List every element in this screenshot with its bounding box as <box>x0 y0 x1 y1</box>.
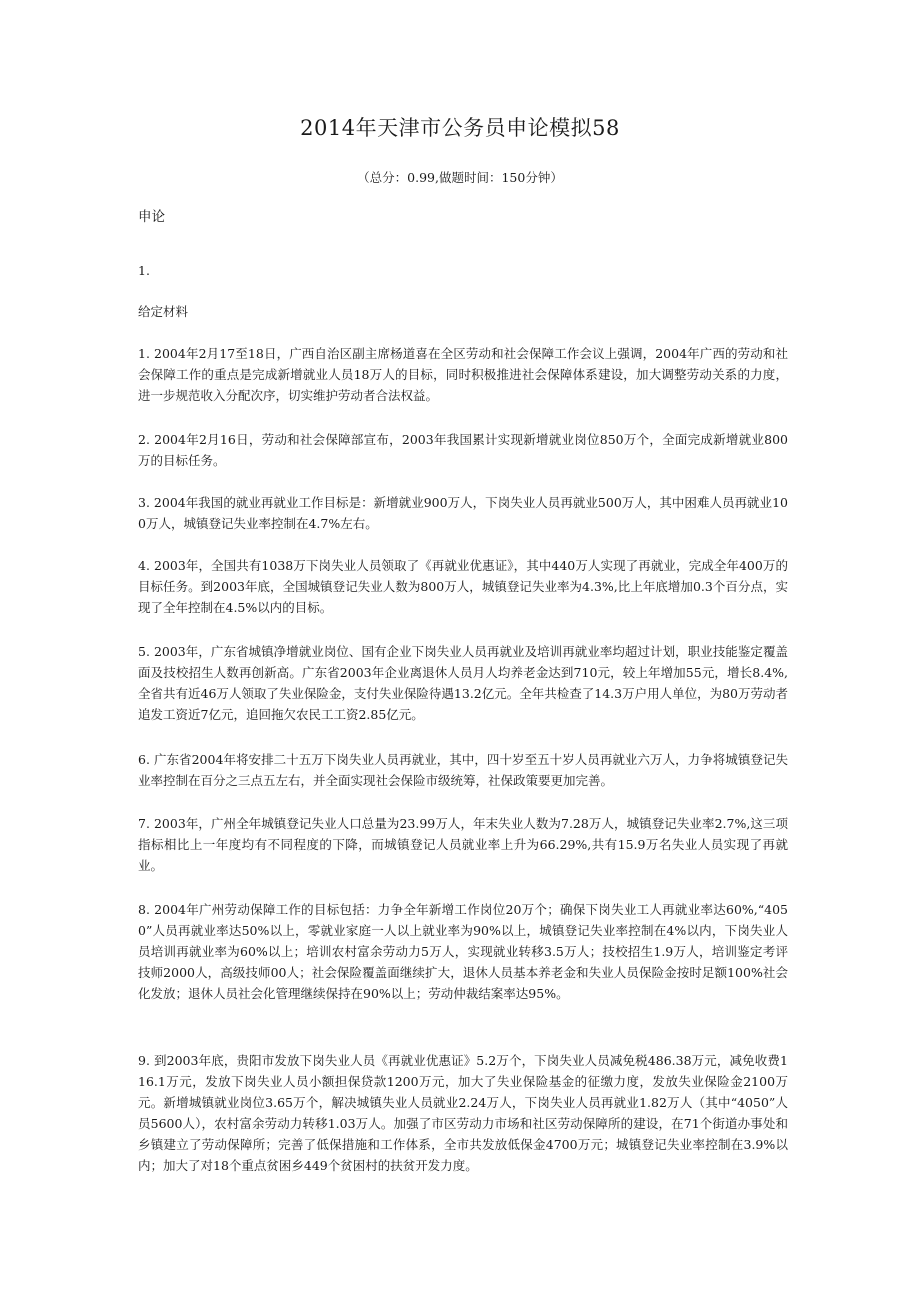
document-subtitle: （总分：0.99,做题时间：150分钟） <box>357 170 563 185</box>
material-paragraph-3: 3. 2004年我国的就业再就业工作目标是：新增就业900万人，下岗失业人员再就业500万人，其中困难人员再就业100万人，城镇登记失业率控制在4.7%左右。 <box>138 495 788 531</box>
material-paragraph-4: 4. 2003年，全国共有1038万下岗失业人员领取了《再就业优惠证》，其中440万人实现了再就业，完成全年400万的目标任务。到2003年底，全国城镇登记失业人数为800万人，城镇登记失业率为4.3%,比上年底增加0.3个百分点，实现了全年控制在4.5%以内的目标。 <box>138 558 788 615</box>
material-paragraph-8: 8. 2004年广州劳动保障工作的目标包括：力争全年新增工作岗位20万个；确保下岗失业工人再就业率达60%,“4050”人员再就业率达50%以上，零就业家庭一人以上就业率为90%以上，城镇登记失业率控制在4%以内，下岗失业人员培训再就业率为60%以上；培训农村富余劳动力5万人，实现就业转移3.5万人；技校招生1.9万人，培训鉴定考评技师2000人，高级技师00人；社会保险覆盖面继续扩大，退休人员基本养老金和失业人员保险金按时足额100%社会化发放；退休人员社会化管理继续保持在90%以上；劳动仲裁结案率达95%。 <box>138 902 788 1001</box>
material-paragraph-7: 7. 2003年，广州全年城镇登记失业人口总量为23.99万人，年末失业人数为7.28万人，城镇登记失业率2.7%,这三项指标相比上一年度均有不同程度的下降，而城镇登记人员就业率上升为66.29%,共有15.9万名失业人员实现了再就业。 <box>138 816 788 873</box>
section-heading: 申论 <box>138 209 165 225</box>
material-paragraph-6: 6. 广东省2004年将安排二十五万下岗失业人员再就业，其中，四十岁至五十岁人员再就业六万人，力争将城镇登记失业率控制在百分之三点五左右，并全面实现社会保险市级统筹，社保政策要更加完善。 <box>138 752 788 788</box>
material-paragraph-5: 5. 2003年，广东省城镇净增就业岗位、国有企业下岗失业人员再就业及培训再就业率均超过计划，职业技能鉴定覆盖面及技校招生人数再创新高。广东省2003年企业离退休人员月人均养老金达到710元，较上年增加55元，增长8.4%,全省共有近46万人领取了失业保险金，支付失业保险待遇13.2亿元。全年共检查了14.3万户用人单位，为80万劳动者追发工资近7亿元，追回拖欠农民工工资2.85亿元。 <box>138 644 788 722</box>
materials-heading: 给定材料 <box>138 304 189 319</box>
material-paragraph-2: 2. 2004年2月16日，劳动和社会保障部宣布，2003年我国累计实现新增就业岗位850万个，全面完成新增就业800万的目标任务。 <box>138 432 788 468</box>
question-number: 1. <box>138 263 150 278</box>
material-paragraph-1: 1. 2004年2月17至18日，广西自治区副主席杨道喜在全区劳动和社会保障工作会议上强调，2004年广西的劳动和社会保障工作的重点是完成新增就业人员18万人的目标，同时积极推进社会保障体系建设，加大调整劳动关系的力度，进一步规范收入分配次序，切实维护劳动者合法权益。 <box>138 346 788 403</box>
material-paragraph-9: 9. 到2003年底，贵阳市发放下岗失业人员《再就业优惠证》5.2万个，下岗失业人员减免税486.38万元，减免收费116.1万元，发放下岗失业人员小额担保贷款1200万元，加大了失业保险基金的征缴力度，发放失业保险金2100万元。新增城镇就业岗位3.65万个，解决城镇失业人员就业2.24万人，下岗失业人员再就业1.82万人（其中“4050”人员5600人），农村富余劳动力转移1.03万人。加强了市区劳动力市场和社区劳动保障所的建设，在71个街道办事处和乡镇建立了劳动保障所；完善了低保措施和工作体系，全市共发放低保金4700万元；城镇登记失业率控制在3.9%以内；加大了对18个重点贫困乡449个贫困村的扶贫开发力度。 <box>138 1053 788 1173</box>
document-title: 2014年天津市公务员申论模拟58 <box>300 116 620 140</box>
